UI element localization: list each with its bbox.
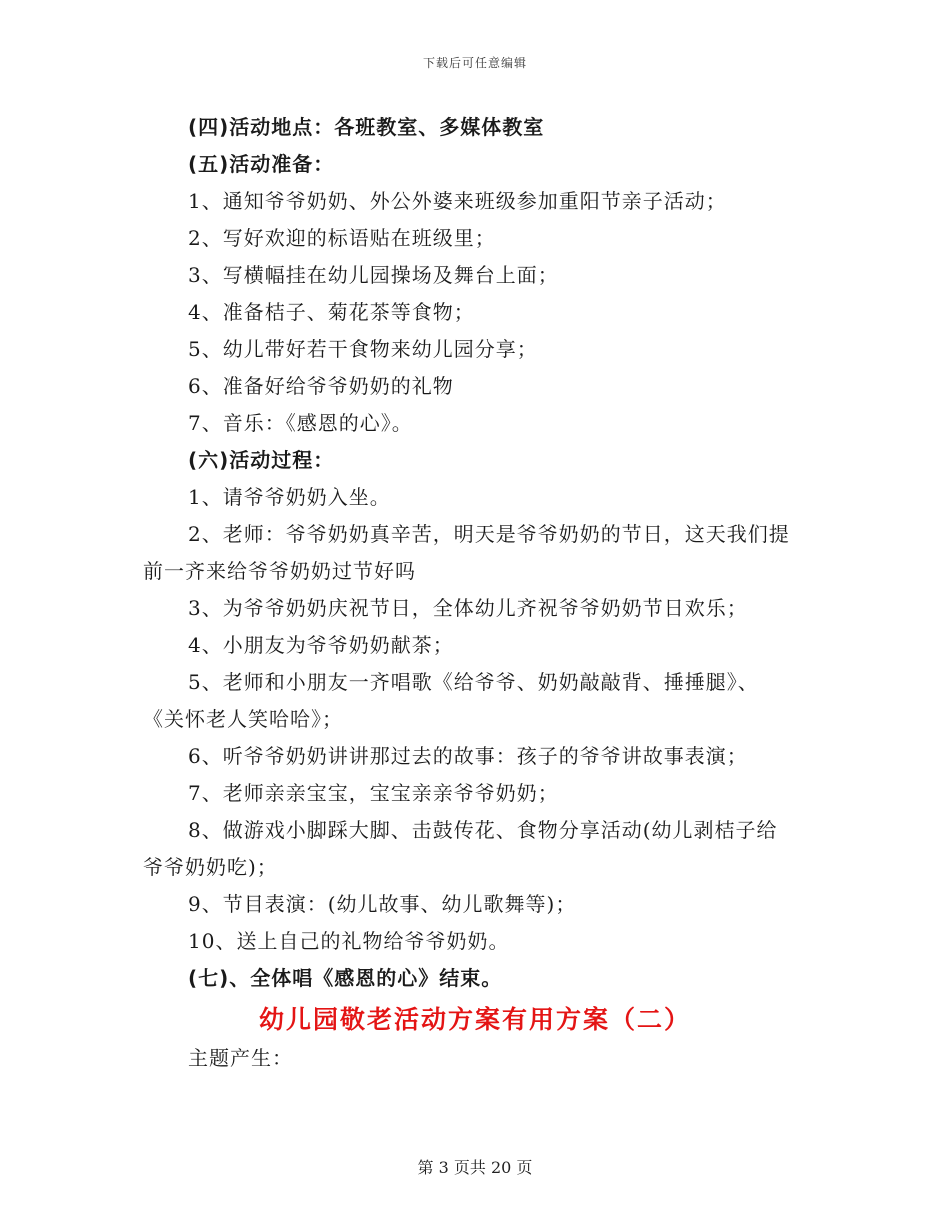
prep-item: 3、写横幅挂在幼儿园操场及舞台上面； (188, 263, 559, 287)
page-footer: 第 3 页共 20 页 (417, 1158, 533, 1177)
process-item: 9、节目表演：(幼儿故事、幼儿歌舞等)； (188, 892, 577, 916)
closing-heading: (七)、全体唱《感恩的心》结束。 (188, 966, 503, 990)
process-item: 5、老师和小朋友一齐唱歌《给爷爷、奶奶敲敲背、捶捶腿》、 (188, 670, 759, 694)
prep-item: 2、写好欢迎的标语贴在班级里； (188, 226, 496, 250)
process-item: 10、送上自己的礼物给爷爷奶奶。 (188, 929, 510, 953)
process-item-continuation: 爷爷奶奶吃)； (143, 855, 278, 879)
process-item: 6、听爷爷奶奶讲讲那过去的故事：孩子的爷爷讲故事表演； (188, 744, 748, 768)
header-note: 下载后可任意编辑 (422, 56, 527, 70)
prep-heading: (五)活动准备： (188, 152, 335, 176)
section-title: 幼儿园敬老活动方案有用方案（二） (258, 1005, 691, 1034)
prep-item: 4、准备桔子、菊花茶等食物； (188, 300, 475, 324)
process-item-continuation: 《关怀老人笑哈哈》； (143, 707, 343, 731)
process-item: 7、老师亲亲宝宝，宝宝亲亲爷爷奶奶； (188, 781, 559, 805)
process-item: 4、小朋友为爷爷奶奶献茶； (188, 633, 454, 657)
process-item-continuation: 前一齐来给爷爷奶奶过节好吗 (143, 559, 416, 583)
prep-item: 7、音乐：《感恩的心》。 (188, 411, 413, 435)
process-item: 8、做游戏小脚踩大脚、击鼓传花、食物分享活动(幼儿剥桔子给 (188, 818, 778, 842)
prep-item: 1、通知爷爷奶奶、外公外婆来班级参加重阳节亲子活动； (188, 189, 727, 213)
prep-item: 6、准备好给爷爷奶奶的礼物 (188, 374, 454, 398)
prep-item: 5、幼儿带好若干食物来幼儿园分享； (188, 337, 538, 361)
location-heading: (四)活动地点：各班教室、多媒体教室 (188, 115, 545, 139)
process-item: 1、请爷爷奶奶入坐。 (188, 485, 391, 509)
process-item: 2、老师：爷爷奶奶真辛苦，明天是爷爷奶奶的节日，这天我们提 (188, 522, 790, 546)
process-heading: (六)活动过程： (188, 448, 335, 472)
process-item: 3、为爷爷奶奶庆祝节日，全体幼儿齐祝爷爷奶奶节日欢乐； (188, 596, 748, 620)
topic-label: 主题产生： (188, 1046, 293, 1070)
